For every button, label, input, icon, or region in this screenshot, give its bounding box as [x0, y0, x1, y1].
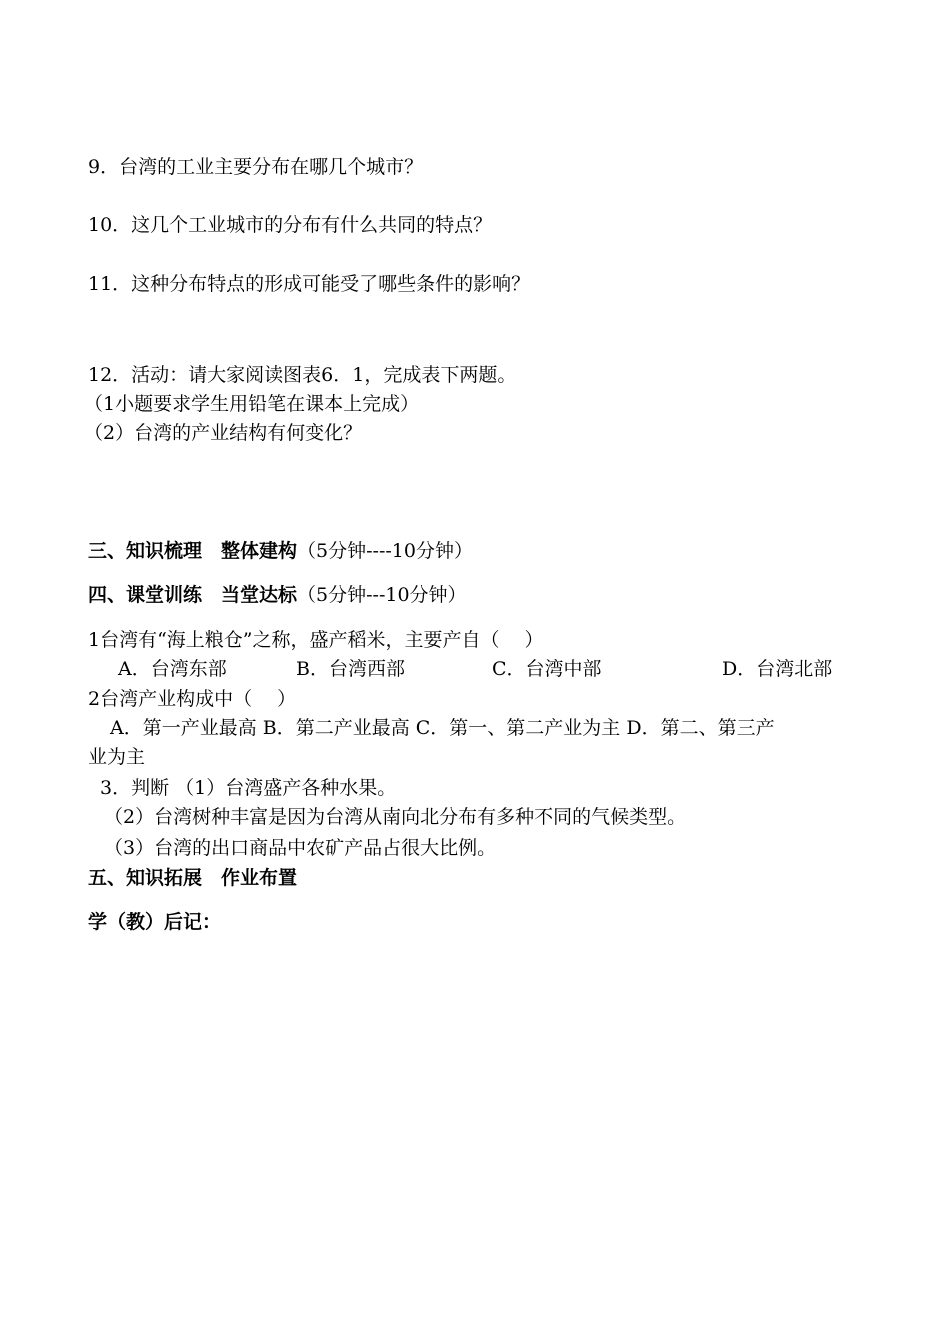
exercise-1-options — [0, 656, 950, 682]
afterword-label: 学（教）后记： — [88, 911, 222, 933]
exercise-2-options-line2: 业为主 — [88, 746, 146, 768]
exercise-2-options-line1: A．第一产业最高 B．第二产业最高 C．第一、第二产业为主 D．第二、第三产 — [110, 717, 775, 739]
question-9: 9．台湾的工业主要分布在哪几个城市？ — [88, 156, 424, 178]
question-12: 12．活动：请大家阅读图表6．1，完成表下两题。 — [88, 364, 517, 386]
question-11: 11．这种分布特点的形成可能受了哪些条件的影响？ — [88, 273, 531, 295]
section-4-heading — [88, 582, 467, 608]
exercise-1-option-d: D．台湾北部 — [722, 658, 833, 680]
question-12-sub2: （2）台湾的产业结构有何变化？ — [84, 422, 363, 444]
section-3-heading — [88, 538, 473, 564]
section-3-time: （5分钟----10分钟） — [297, 540, 473, 562]
section-4-title: 四、课堂训练 当堂达标 — [88, 584, 298, 606]
question-10: 10．这几个工业城市的分布有什么共同的特点？ — [88, 214, 493, 236]
exercise-1-stem: 1台湾有“海上粮仓”之称，盛产稻米，主要产自（ ） — [88, 629, 544, 651]
exercise-3-item-2: （2）台湾树种丰富是因为台湾从南向北分布有多种不同的气候类型。 — [104, 806, 687, 828]
exercise-1-option-a: A．台湾东部 — [118, 658, 227, 680]
question-12-sub1: （1小题要求学生用铅笔在课本上完成） — [84, 393, 420, 415]
exercise-3-item-3: （3）台湾的出口商品中农矿产品占很大比例。 — [104, 837, 497, 859]
section-3-title: 三、知识梳理 整体建构 — [88, 540, 298, 562]
section-5-heading: 五、知识拓展 作业布置 — [88, 867, 298, 889]
section-4-time: （5分钟---10分钟） — [297, 584, 467, 606]
exercise-1-option-b: B．台湾西部 — [296, 658, 405, 680]
exercise-2-stem: 2台湾产业构成中（ ） — [88, 688, 297, 710]
exercise-3-stem: 3．判断 （1）台湾盛产各种水果。 — [100, 777, 397, 799]
exercise-1-option-c: C．台湾中部 — [492, 658, 602, 680]
